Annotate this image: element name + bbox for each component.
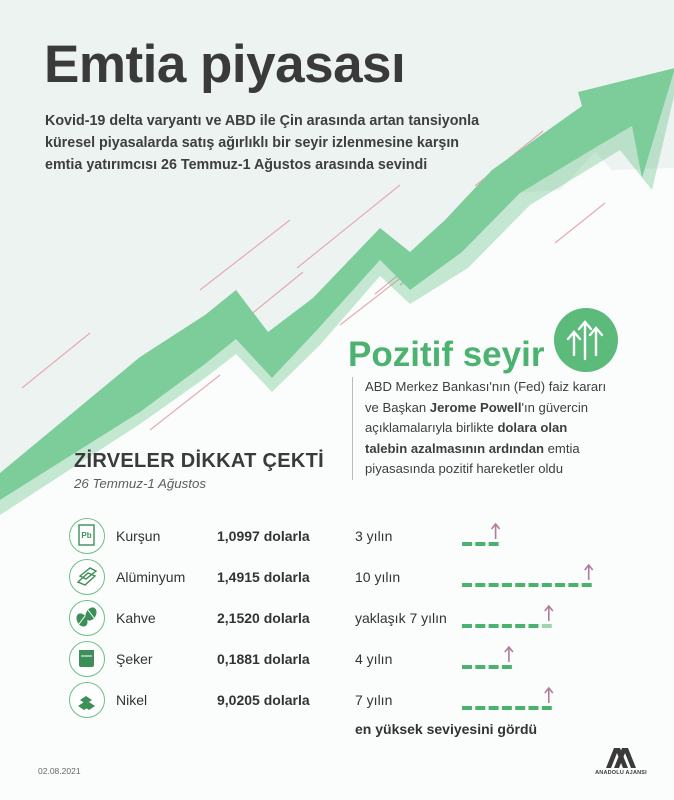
year-dash	[489, 583, 499, 587]
nickel-bars-icon	[69, 682, 105, 718]
year-dash	[475, 706, 485, 710]
commodity-value: 0,1881 dolarla	[217, 651, 310, 667]
year-dash	[529, 706, 539, 710]
year-bars	[462, 603, 652, 635]
commodity-value: 9,0205 dolarla	[217, 692, 310, 708]
year-dash	[515, 706, 525, 710]
year-dash	[568, 583, 578, 587]
sugar-sack-icon	[69, 641, 105, 677]
year-bars	[462, 562, 652, 594]
commodity-name: Şeker	[116, 651, 153, 667]
peaks-footnote: en yüksek seviyesini gördü	[355, 721, 538, 737]
lead-pb-icon	[69, 518, 105, 554]
positive-line: piyasasında pozitif hareketler oldu	[365, 461, 563, 476]
page-title: Emtia piyasası	[44, 35, 406, 94]
positive-line: ABD Merkez Bankası'nın (Fed) faiz kararı	[365, 379, 607, 394]
commodity-name: Alüminyum	[116, 569, 186, 585]
agency-name: ANADOLU AJANSI	[595, 770, 647, 776]
year-dash	[462, 665, 472, 669]
commodity-row-coffee	[0, 603, 674, 633]
commodity-row-lead	[0, 521, 674, 551]
commodity-row-nickel	[0, 685, 674, 715]
year-dash	[489, 665, 499, 669]
commodity-years: yaklaşık 7 yılın	[355, 610, 447, 626]
year-dash	[502, 624, 512, 628]
anadolu-agency-logo	[596, 742, 644, 790]
positive-trend-title: Pozitif seyir	[348, 335, 545, 374]
peaks-subtitle: 26 Temmuz-1 Ağustos	[74, 476, 207, 491]
positive-trend-text	[352, 377, 665, 480]
commodity-years: 10 yılın	[355, 569, 401, 585]
commodity-years: 7 yılın	[355, 692, 393, 708]
peak-arrow-icon	[585, 565, 593, 580]
year-bars	[462, 685, 652, 717]
year-dash	[475, 665, 485, 669]
year-dash	[489, 542, 499, 546]
commodity-name: Nikel	[116, 692, 148, 708]
intro-paragraph	[45, 110, 485, 176]
year-dash	[542, 583, 552, 587]
peaks-title: ZİRVELER DİKKAT ÇEKTİ	[74, 450, 325, 472]
commodity-value: 1,0997 dolarla	[217, 528, 310, 544]
year-dash	[489, 706, 499, 710]
year-dash	[529, 624, 539, 628]
up-arrows-icon	[553, 307, 619, 373]
peak-arrow-icon	[505, 647, 513, 662]
year-dash	[515, 583, 525, 587]
year-dash	[555, 583, 565, 587]
year-dash	[475, 583, 485, 587]
peak-arrow-icon	[545, 688, 553, 703]
year-dash	[462, 706, 472, 710]
commodity-name: Kahve	[116, 610, 156, 626]
year-bars	[462, 644, 652, 676]
commodity-years: 3 yılın	[355, 528, 393, 544]
intro-line: Kovid-19 delta varyantı ve ABD ile Çin arasında artan tansiyonla	[45, 113, 480, 129]
publish-date: 02.08.2021	[38, 766, 81, 776]
intro-line: küresel piyasalarda satış ağırlıklı bir seyir izlenmesine karşın	[45, 135, 460, 151]
coffee-beans-icon	[69, 600, 105, 636]
commodity-name: Kurşun	[116, 528, 161, 544]
positive-line: talebin azalmasının ardından emtia	[365, 440, 580, 456]
year-dash	[502, 583, 512, 587]
year-dash	[475, 542, 485, 546]
intro-line: emtia yatırımcısı 26 Temmuz-1 Ağustos arasında sevindi	[45, 157, 428, 173]
year-dash	[462, 624, 472, 628]
commodity-years: 4 yılın	[355, 651, 393, 667]
year-dash	[582, 583, 592, 587]
year-dash	[475, 624, 485, 628]
commodity-value: 2,1520 dolarla	[217, 610, 310, 626]
commodity-row-aluminum	[0, 562, 674, 592]
peak-arrow-icon	[545, 606, 553, 621]
svg-text:Pb: Pb	[81, 531, 92, 540]
commodity-row-sugar	[0, 644, 674, 674]
year-dash	[515, 624, 525, 628]
peak-arrow-icon	[492, 524, 500, 539]
year-dash	[489, 624, 499, 628]
year-dash	[462, 583, 472, 587]
aluminum-bars-icon	[69, 559, 105, 595]
year-dash	[502, 665, 512, 669]
positive-line: açıklamalarıyla birlikte dolara olan	[365, 420, 568, 435]
year-dash	[502, 706, 512, 710]
positive-line: ve Başkan Jerome Powell'ın güvercin	[365, 399, 589, 415]
year-dash	[542, 624, 552, 628]
commodity-value: 1,4915 dolarla	[217, 569, 310, 585]
year-dash	[462, 542, 472, 546]
year-dash	[529, 583, 539, 587]
year-bars	[462, 521, 652, 553]
year-dash	[542, 706, 552, 710]
